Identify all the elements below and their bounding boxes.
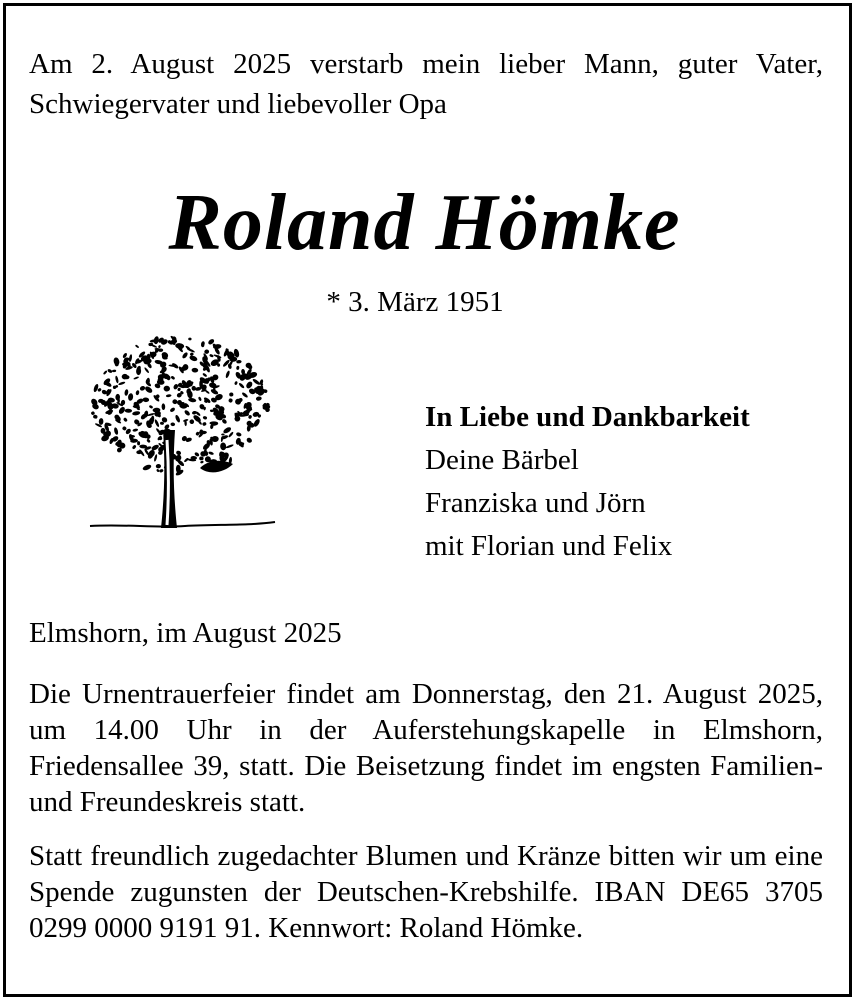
place-date: Elmshorn, im August 2025 <box>29 617 342 649</box>
mourner-line: mit Florian und Felix <box>425 530 673 562</box>
mourners-heading: In Liebe und Dankbarkeit <box>425 401 750 433</box>
intro-text: Am 2. August 2025 verstarb mein lieber Mann, guter Vater, Schwiegervater und liebevoller Opa <box>29 48 823 120</box>
donation-text: Statt freundlich zugedachter Blumen und Kränze bitten wir um eine Spende zugunsten der Deutschen-Krebshilfe. IBAN DE65 3705 0299 0000 9191 91. Kennwort: Roland Hömke. <box>29 840 823 944</box>
tree-icon <box>85 330 285 535</box>
ceremony-text: Die Urnentrauerfeier findet am Donnerstag, den 21. August 2025, um 14.00 Uhr in der Auferstehungskapelle in Elmshorn, Friedensallee 39, statt. Die Beisetzung findet im engsten Familien- und Freundeskreis statt. <box>29 678 823 818</box>
deceased-name: Roland Hömke <box>168 179 681 267</box>
mourner-line: Franziska und Jörn <box>425 487 646 519</box>
mourners-block <box>425 396 750 568</box>
mourner-line: Deine Bärbel <box>425 444 579 476</box>
birth-date: * 3. März 1951 <box>326 286 504 318</box>
